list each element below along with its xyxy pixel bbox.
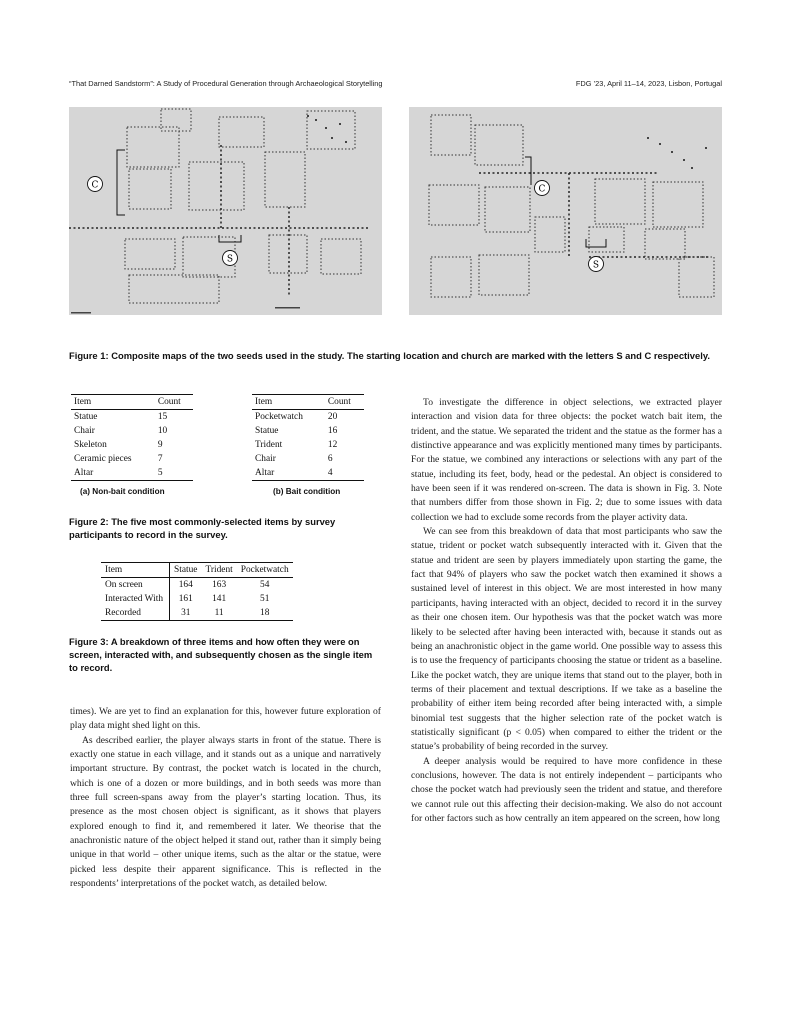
table-cell: 20: [327, 412, 338, 422]
table-header-cell: Count: [325, 395, 364, 410]
table-cell: Recorded: [101, 606, 170, 621]
table-cell: Statue: [74, 412, 98, 422]
figure3-caption: Figure 3: A breakdown of three items and how often they were on screen, interacted with, and subsequently chosen as the single item to record.: [69, 636, 373, 673]
table-row: [101, 592, 293, 606]
building-block: [595, 179, 645, 224]
building-block: [679, 257, 714, 297]
figure1-caption: Figure 1: Composite maps of the two seeds used in the study. The starting location and church are marked with the letters S and C respectively.: [69, 350, 710, 361]
table-cell: 7: [157, 454, 163, 464]
table-cell: 51: [260, 594, 270, 604]
figure2-subcaption-b: (b) Bait condition: [273, 487, 341, 496]
table-row: [252, 410, 364, 425]
left-text-column: [70, 705, 381, 891]
table-cell: 6: [327, 454, 333, 464]
building-block: [485, 187, 530, 232]
figure2-table-nonbait: [71, 394, 193, 481]
running-header-title: “That Darned Sandstorm”: A Study of Procedural Generation through Archaeological Storytelling: [69, 79, 383, 88]
table-row: [252, 466, 364, 481]
building-block: [645, 229, 685, 259]
table-cell: 31: [181, 608, 191, 618]
figure1-map-seed1: [69, 107, 382, 315]
table-cell: Trident: [255, 440, 283, 450]
building-block: [219, 117, 264, 147]
table-row: [101, 606, 293, 621]
table-cell: Chair: [74, 426, 95, 436]
map-seed1-drawing: [69, 107, 382, 315]
building-block: [431, 257, 471, 297]
building-block: [475, 125, 523, 165]
building-block: [161, 109, 191, 131]
building-block: [125, 239, 175, 269]
table-cell: 54: [260, 580, 270, 590]
church-bracket: [117, 150, 125, 215]
table-row: [252, 438, 364, 452]
building-block: [265, 152, 305, 207]
table-cell: 10: [157, 426, 168, 436]
building-block: [479, 255, 529, 295]
table-row: [252, 452, 364, 466]
figure2-subcaption-a: (a) Non-bait condition: [80, 487, 165, 496]
table-cell: 4: [327, 468, 333, 478]
table-cell: Ceramic pieces: [74, 454, 132, 464]
table-cell: 163: [212, 580, 227, 590]
building-block: [189, 162, 244, 210]
right-text-column: [411, 396, 722, 826]
table-cell: 16: [327, 426, 338, 436]
table-header-cell: Trident: [201, 563, 236, 578]
table-row: [252, 424, 364, 438]
start-bracket: [219, 235, 241, 242]
map-seed2-drawing: [409, 107, 722, 315]
building-block: [429, 185, 479, 225]
table-cell: 12: [327, 440, 338, 450]
building-block: [269, 235, 307, 273]
table-header-cell: Count: [155, 395, 193, 410]
running-header-venue: FDG ’23, April 11–14, 2023, Lisbon, Portugal: [575, 79, 722, 88]
building-block: [129, 169, 171, 209]
building-block: [127, 127, 179, 167]
table-cell: Chair: [255, 454, 276, 464]
church-marker-label: C: [91, 180, 99, 191]
figure2-table-bait: [252, 394, 364, 481]
church-marker-label: C: [538, 184, 546, 195]
table-cell: Altar: [255, 468, 275, 478]
building-block: [535, 217, 565, 252]
table-cell: Pocketwatch: [255, 412, 303, 422]
building-block: [431, 115, 471, 155]
paragraph: times). We are yet to find an explanation for this, however future exploration of play data might shed light on this.: [70, 706, 381, 732]
paragraph: A deeper analysis would be required to have more confidence in these conclusions, however. The data is not entirely independent – participants who chose the pocket watch had previously seen the trident and statue, and therefore we cannot rule out this affecting their decision-making. We also do not account for other factors such as how centrally an item appeared on the screen, how long: [411, 755, 722, 824]
paragraph: As described earlier, the player always starts in front of the statue. There is exactly one statue in each village, and it stands out as a unique and narratively important structure. By contrast, the pocket watch is located in the church, which is one of a dozen or more buildings, and in both seeds was more than three full screen-spans away from the player’s starting location. Thus, its presence as the most chosen object is significant, as it shows that players explored enough to find it, and remembered it later. We theorise that the anachronistic nature of the object helped it stand out, rather than it simply being unique in that world – other unique items, such as the altar or the statue, were picked less despite their apparent significance. This is reflected in the respondents’ interpretations of the pocket watch, as detailed below.: [70, 734, 381, 890]
table-row: [101, 578, 293, 593]
paragraph: To investigate the difference in object selections, we extracted player interaction and vision data for three objects: the pocket watch bait item, the trident, and the statue. We separated the trident and the statue as the former has a distinctive appearance and was explicitly mentioned many times by participants. For the statue, we combined any interactions or selections with any part of the statue, including its feet, body, head or the pedestal. An object is considered to have been seen if it was rendered on-screen. The data is shown in Fig. 3. Note that numbers differ from those shown in Fig. 2; due to some issues with data collection we had to exclude some records from the player activity data.: [411, 397, 722, 523]
table-row: [71, 466, 193, 481]
figure3-table: [101, 562, 293, 621]
table-cell: 5: [157, 468, 163, 478]
table-cell: 11: [214, 608, 224, 618]
church-bracket: [525, 157, 531, 185]
table-header-cell: Pocketwatch: [237, 563, 293, 578]
table-cell: Altar: [74, 468, 94, 478]
table-row: [71, 452, 193, 466]
building-block: [307, 111, 355, 149]
building-block: [653, 182, 703, 227]
paragraph: We can see from this breakdown of data that most participants who saw the statue, trident or pocket watch subsequently interacted with it. Given that the statue and trident are seen by players immediately upon starting the game, the fact that 94% of players who saw the pocket watch then examined it shows a sustained level of interest in this object. We are most interested in how many participants, having interacted with an object, decided to record it in the survey as their one chosen item. Our hypothesis was that the pocket watch was more likely to be selected after having been interacted with, because it stands out as being an anachronistic object in the game world. One possible way to assess this is to use the frequency of participants choosing the statue or trident as a baseline. Like the pocket watch, they are unique items that stand out to the player, both in terms of their placement and textual descriptions. If we take as a baseline the probability of either item being recorded after being interacted with, a simple binomial test suggests that the higher selection rate of the pocket watch is statistically significant (p < 0.05) when compared to either the trident or the statue’s probability of being recorded in the survey.: [411, 526, 722, 753]
table-cell: 9: [157, 440, 163, 450]
table-cell: 15: [157, 412, 168, 422]
figure1-map-seed2: [409, 107, 722, 315]
table-header-cell: Item: [71, 395, 155, 410]
start-bracket: [586, 239, 606, 247]
table-cell: On screen: [101, 578, 170, 593]
table-cell: Skeleton: [74, 440, 107, 450]
start-marker-label: S: [226, 254, 234, 265]
building-block: [129, 275, 219, 303]
figure2-caption: Figure 2: The five most commonly-selected items by survey participants to record in the survey.: [69, 516, 336, 540]
table-cell: 161: [178, 594, 193, 604]
table-cell: Interacted With: [101, 592, 170, 606]
table-row: [71, 438, 193, 452]
start-marker-label: S: [592, 260, 600, 271]
table-row: [71, 424, 193, 438]
table-cell: 141: [212, 594, 227, 604]
building-block: [321, 239, 361, 274]
table-header-cell: Statue: [170, 563, 202, 578]
table-cell: 18: [260, 608, 270, 618]
table-cell: 164: [178, 580, 193, 590]
table-header-cell: Item: [101, 563, 170, 578]
table-row: [71, 410, 193, 425]
table-header-cell: Item: [252, 395, 325, 410]
table-cell: Statue: [255, 426, 279, 436]
